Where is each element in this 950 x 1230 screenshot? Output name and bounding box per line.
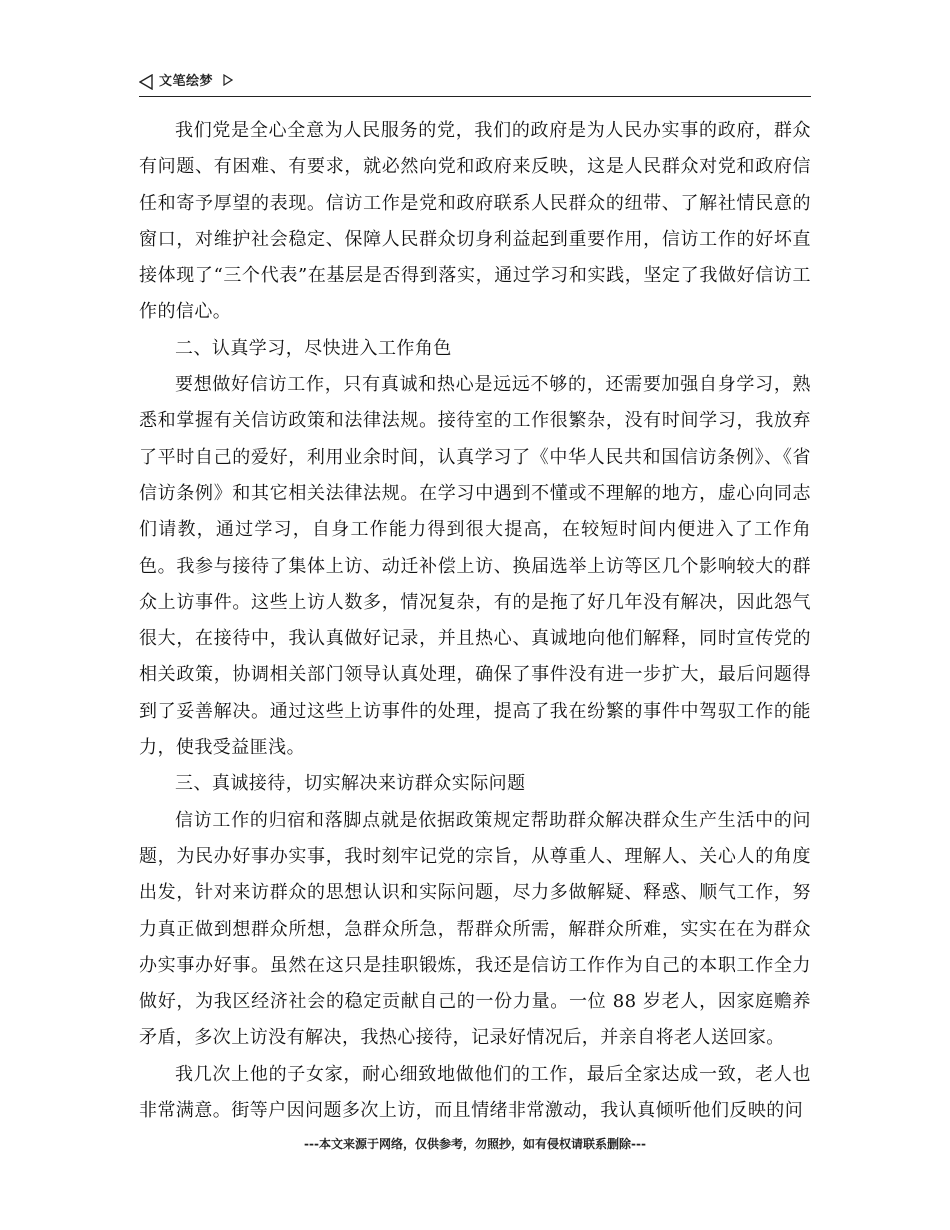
header-brand: 文笔绘梦 xyxy=(159,74,214,89)
paragraph: 要想做好信访工作，只有真诚和热心是远远不够的，还需要加强自身学习，熟悉和掌握有关信访政策和法律法规。接待室的工作很繁杂，没有时间学习，我放弃了平时自己的爱好，利用业余时间，认真学习了《中华人民共和国信访条例》、《省信访条例》和其它相关法律法规。在学习中遇到不懂或不理解的地方，虚心向同志们请教，通过学习，自身工作能力得到很大提高，在较短时间内便进入了工作角色。我参与接待了集体上访、动迁补偿上访、换届选举上访等区几个影响较大的群众上访事件。这些上访人数多，情况复杂，有的是拖了好几年没有解决，因此怨气很大，在接待中，我认真做好记录，并且热心、真诚地向他们解释，同时宣传党的相关政策，协调相关部门领导认真处理，确保了事件没有进一步扩大，最后问题得到了妥善解决。通过这些上访事件的处理，提高了我在纷繁的事件中驾驭工作的能力，使我受益匪浅。 xyxy=(139,374,811,759)
triangle-right-icon xyxy=(223,74,233,86)
paragraph: 我几次上他的子女家，耐心细致地做他们的工作，最后全家达成一致，老人也非常满意。街等户因问题多次上访，而且情绪非常激动，我认真倾听他们反映的问 xyxy=(139,1063,811,1122)
paragraph: 我们党是全心全意为人民服务的党，我们的政府是为人民办实事的政府，群众有问题、有困难、有要求，就必然向党和政府来反映，这是人民群众对党和政府信任和寄予厚望的表现。信访工作是党和政府联系人民群众的纽带、了解社情民意的窗口，对维护社会稳定、保障人民群众切身利益起到重要作用，信访工作的好坏直接体现了“三个代表”在基层是否得到落实，通过学习和实践，坚定了我做好信访工作的信心。 xyxy=(139,120,811,323)
paragraph: 信访工作的归宿和落脚点就是依据政策规定帮助群众解决群众生产生活中的问题，为民办好事办实事，我时刻牢记党的宗旨，从尊重人、理解人、关心人的角度出发，针对来访群众的思想认识和实际问题，尽力多做解疑、释惑、顺气工作，努力真正做到想群众所想，急群众所急，帮群众所需，解群众所难，实实在在为群众办实事办好事。虽然在这只是挂职锻炼，我还是信访工作作为自己的本职工作全力做好，为我区经济社会的稳定贡献自己的一份力量。一位 88 岁老人，因家庭赡养矛盾，多次上访没有解决，我热心接待，记录好情况后，并亲自将老人送回家。 xyxy=(139,809,811,1049)
triangle-left-icon xyxy=(139,74,153,90)
page-header xyxy=(139,70,811,97)
section-heading: 二、认真学习，尽快进入工作角色 xyxy=(175,337,452,359)
document-body xyxy=(139,113,811,1129)
footer-notice: ---本文来源于网络，仅供参考，勿照抄，如有侵权请联系删除--- xyxy=(304,1137,646,1151)
section-heading: 三、真诚接待，切实解决来访群众实际问题 xyxy=(175,773,526,795)
